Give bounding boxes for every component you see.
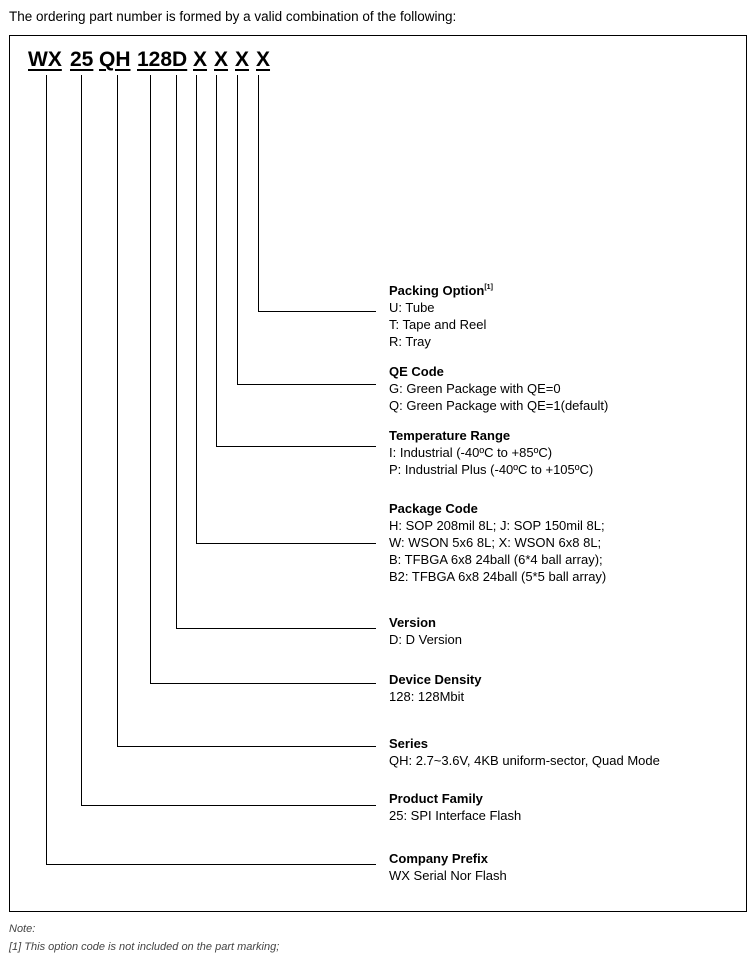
field-line: Q: Green Package with QE=1(default) (389, 398, 609, 413)
field-line: U: Tube (389, 300, 435, 315)
connector-prefix-v (46, 75, 47, 865)
footnote-ref: [1] (484, 284, 493, 291)
note-label: Note: (9, 923, 36, 935)
field-title: Product Family (389, 791, 483, 806)
code-temperature: X (214, 48, 229, 71)
connector-version-h (176, 628, 376, 629)
field-version (389, 614, 462, 648)
field-line: D: D Version (389, 632, 462, 647)
field-line: QH: 2.7~3.6V, 4KB uniform-sector, Quad Mode (389, 753, 660, 768)
field-line: I: Industrial (-40ºC to +85ºC) (389, 445, 553, 460)
field-company-prefix (389, 850, 507, 884)
field-line: G: Green Package with QE=0 (389, 381, 561, 396)
connector-package-h (196, 543, 376, 544)
connector-series-h (117, 746, 376, 747)
field-line: B: TFBGA 6x8 24ball (6*4 ball array); (389, 552, 603, 567)
connector-packing-h (258, 311, 376, 312)
field-package-code (389, 500, 606, 585)
connector-package-v (196, 75, 197, 544)
field-line: T: Tape and Reel (389, 317, 487, 332)
code-company-prefix: WX (28, 48, 62, 71)
connector-packing-v (258, 75, 259, 312)
connector-version-v (176, 75, 177, 629)
connector-prefix-h (46, 864, 376, 865)
connector-series-v (117, 75, 118, 747)
field-device-density (389, 671, 482, 705)
code-product-family: 25 (70, 48, 94, 71)
connector-density-h (150, 683, 376, 684)
field-temperature-range (389, 427, 593, 478)
field-title: QE Code (389, 364, 444, 379)
field-title: Package Code (389, 501, 478, 516)
connector-qe-h (237, 384, 376, 385)
field-title: Company Prefix (389, 851, 488, 866)
field-title: Version (389, 615, 436, 630)
connector-density-v (150, 75, 151, 684)
field-line: B2: TFBGA 6x8 24ball (5*5 ball array) (389, 569, 607, 584)
code-series: QH (99, 48, 131, 71)
code-packing: X (256, 48, 271, 71)
field-line: 128: 128Mbit (389, 689, 465, 704)
field-qe-code (389, 363, 608, 414)
field-packing-option (389, 279, 493, 350)
footnote-text: [1] This option code is not included on the part marking; (9, 941, 280, 953)
field-line: R: Tray (389, 334, 431, 349)
connector-qe-v (237, 75, 238, 385)
code-qe: X (235, 48, 250, 71)
connector-family-h (81, 805, 376, 806)
field-line: P: Industrial Plus (-40ºC to +105ºC) (389, 462, 594, 477)
field-product-family (389, 790, 521, 824)
field-title: Device Density (389, 672, 482, 687)
field-line: W: WSON 5x6 8L; X: WSON 6x8 8L; (389, 535, 602, 550)
field-line: WX Serial Nor Flash (389, 868, 507, 883)
code-device-density: 128D (137, 48, 188, 71)
field-title: Temperature Range (389, 428, 511, 443)
field-series (389, 735, 660, 769)
connector-family-v (81, 75, 82, 806)
field-line: H: SOP 208mil 8L; J: SOP 150mil 8L; (389, 518, 605, 533)
connector-temperature-v (216, 75, 217, 447)
field-line: 25: SPI Interface Flash (389, 808, 522, 823)
connector-temperature-h (216, 446, 376, 447)
code-package: X (193, 48, 208, 71)
field-title: Packing Option[1] (389, 283, 493, 298)
intro-text: The ordering part number is formed by a valid combination of the following: (9, 9, 457, 24)
part-number-diagram (9, 35, 747, 912)
field-title: Series (389, 736, 429, 751)
